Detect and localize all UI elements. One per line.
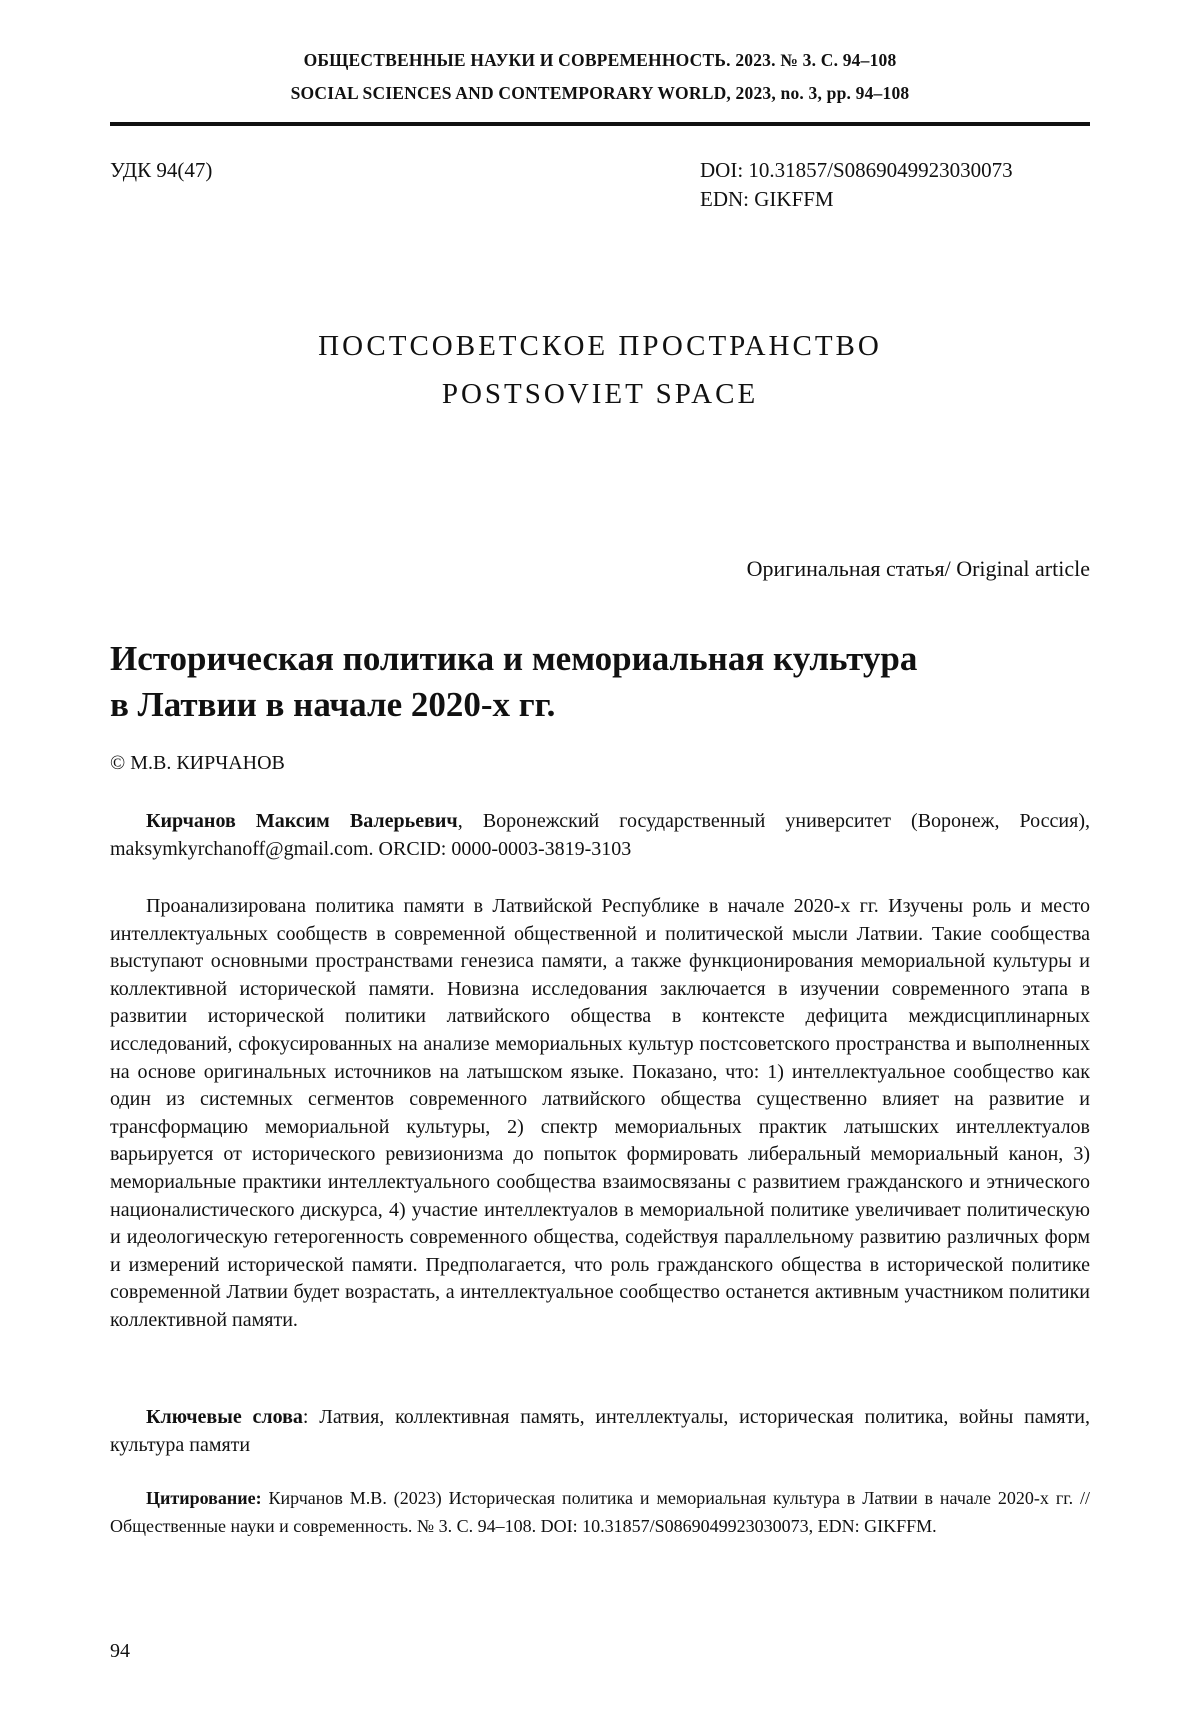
author-info bbox=[110, 808, 1090, 863]
journal-header-en: SOCIAL SCIENCES AND CONTEMPORARY WORLD, 2023, no. 3, pp. 94–108 bbox=[290, 83, 910, 103]
citation-text: Кирчанов М.В. (2023) Историческая политика и мемориальная культура в Латвии в начале 2020-х гг. // Общественные науки и современность. № 3. С. 94–108. DOI: 10.31857/S0869049923030073, EDN: GIKFFM. bbox=[110, 1488, 1090, 1536]
keywords-text: : Латвия, коллективная память, интеллектуалы, историческая политика, войны памяти, культура памяти bbox=[110, 1406, 1091, 1456]
section-title-ru: ПОСТСОВЕТСКОЕ ПРОСТРАНСТВО bbox=[318, 330, 882, 362]
journal-header-ru: ОБЩЕСТВЕННЫЕ НАУКИ И СОВРЕМЕННОСТЬ. 2023. № 3. С. 94–108 bbox=[303, 50, 897, 70]
keywords-label: Ключевые слова bbox=[146, 1406, 303, 1428]
header-rule bbox=[110, 122, 1090, 126]
udk-code: УДК 94(47) bbox=[110, 158, 213, 182]
keywords bbox=[110, 1404, 1090, 1459]
citation bbox=[110, 1485, 1090, 1540]
section-title-en: POSTSOVIET SPACE bbox=[441, 378, 759, 410]
abstract: Проанализирована политика памяти в Латвийской Республике в начале 2020-х гг. Изучены роль и место интеллектуальных сообществ в современной общественной и политической мысли Латвии. Такие сообщества выступают основными пространствами генезиса памяти, а также функционирования мемориальной культуры и коллективной исторической памяти. Новизна исследования заключается в изучении современного этапа в развитии исторической политики латвийского общества в контексте дефицита междисциплинарных исследований, сфокусированных на анализе мемориальных культур постсоветского пространства и выполненных на основе оригинальных источников на латышском языке. Показано, что: 1) интеллектуальное сообщество как один из системных сегментов современного латвийского общества существенно влияет на развитие и трансформацию мемориальной культуры, 2) спектр мемориальных практик латышских интеллектуалов варьируется от исторического ревизионизма до попыток формировать либеральный мемориальный канон, 3) мемориальные практики интеллектуального сообщества взаимосвязаны с развитием гражданского и этнического националистического дискурса, 4) участие интеллектуалов в мемориальной политике увеличивает политическую и идеологическую гетерогенность современного общества, содействуя параллельному развитию различных форм и измерений исторической памяти. Предполагается, что роль гражданского общества в исторической политике современной Латвии будет возрастать, а интеллектуальное сообщество останется активным участником политики коллективной памяти. bbox=[110, 895, 1090, 1331]
article-title-line-2: в Латвии в начале 2020-х гг. bbox=[110, 685, 556, 724]
article-type: Оригинальная статья/ Original article bbox=[746, 556, 1090, 581]
edn: EDN: GIKFFM bbox=[700, 187, 834, 211]
page-number: 94 bbox=[110, 1640, 130, 1662]
citation-label: Цитирование: bbox=[146, 1488, 262, 1508]
copyright: © М.В. КИРЧАНОВ bbox=[110, 752, 285, 774]
article-title-line-1: Историческая политика и мемориальная культура bbox=[110, 639, 918, 678]
doi: DOI: 10.31857/S0869049923030073 bbox=[700, 158, 1013, 182]
author-name: Кирчанов Максим Валерьевич bbox=[146, 810, 458, 832]
author-details: , Воронежский государственный университет (Воронеж, Россия), maksymkyrchanoff@gmail.com. ORCID: 0000-0003-3819-3103 bbox=[110, 810, 1090, 860]
article-title bbox=[110, 636, 1100, 728]
